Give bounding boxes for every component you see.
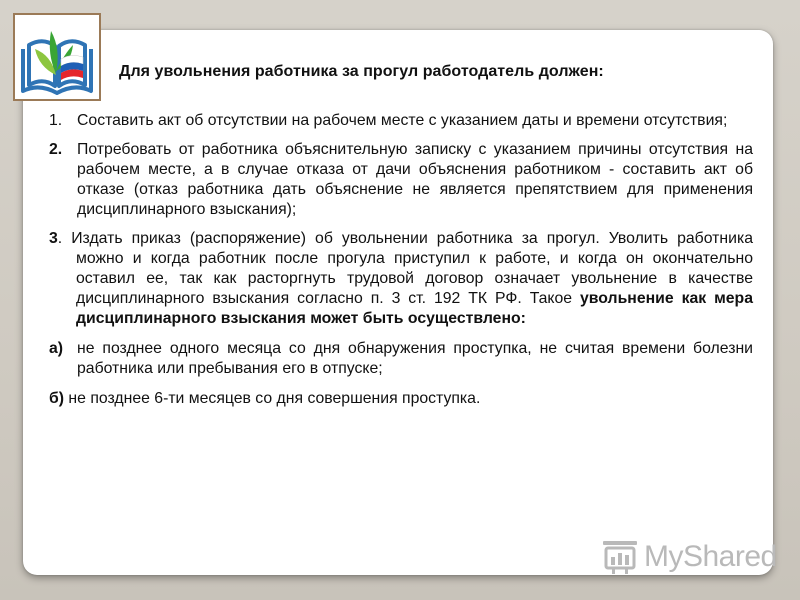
list-item-text: не позднее одного месяца со дня обнаружения проступка, не считая времени болезни работника или пребывания его в отпуске;	[77, 340, 753, 377]
list-marker: а)	[49, 340, 64, 357]
watermark-text: MyShared	[644, 540, 777, 573]
list-item-text: не позднее 6-ти месяцев со дня совершения проступка.	[64, 390, 481, 407]
list-marker: 3	[49, 230, 58, 247]
watermark	[600, 537, 777, 577]
list-marker: 2.	[49, 141, 63, 158]
slide-content	[49, 111, 753, 409]
list-item	[49, 389, 753, 409]
list-marker: б)	[49, 390, 65, 407]
slide-title: Для увольнения работника за прогул работодатель должен:	[119, 63, 604, 80]
list-item-text: . Издать приказ (распоряжение) об увольнении работника за прогул. Уволить работника можно и когда работник после прогула приступил к работе, и когда он окончательно оставил ее, так как расторгнуть трудовой договор означает увольнение в качестве дисциплинарного взыскания согласно п. 3 ст. 192 ТК РФ. Такое	[57, 230, 753, 307]
list-item-emphasis: увольнение как мера дисциплинарного взыскания может быть осуществлено:	[76, 290, 753, 327]
logo	[13, 13, 101, 101]
book-logo-icon	[15, 15, 99, 99]
list-item	[49, 339, 753, 379]
list-item	[49, 140, 753, 220]
mysharedit-logo-icon	[600, 539, 640, 575]
list-item-text: Составить акт об отсутствии на рабочем месте с указанием даты и времени отсутствия;	[77, 112, 728, 129]
list-item-text: Потребовать от работника объяснительную записку с указанием причины отсутствия на рабочем месте, а в случае отказа от дачи объяснения работником - составить акт об отказе (отказ работника дать объяснение не является препятствием для применения дисциплинарного взыскания);	[77, 141, 753, 218]
list-item	[49, 229, 753, 329]
list-item	[49, 111, 753, 131]
list-marker: 1.	[49, 112, 63, 129]
